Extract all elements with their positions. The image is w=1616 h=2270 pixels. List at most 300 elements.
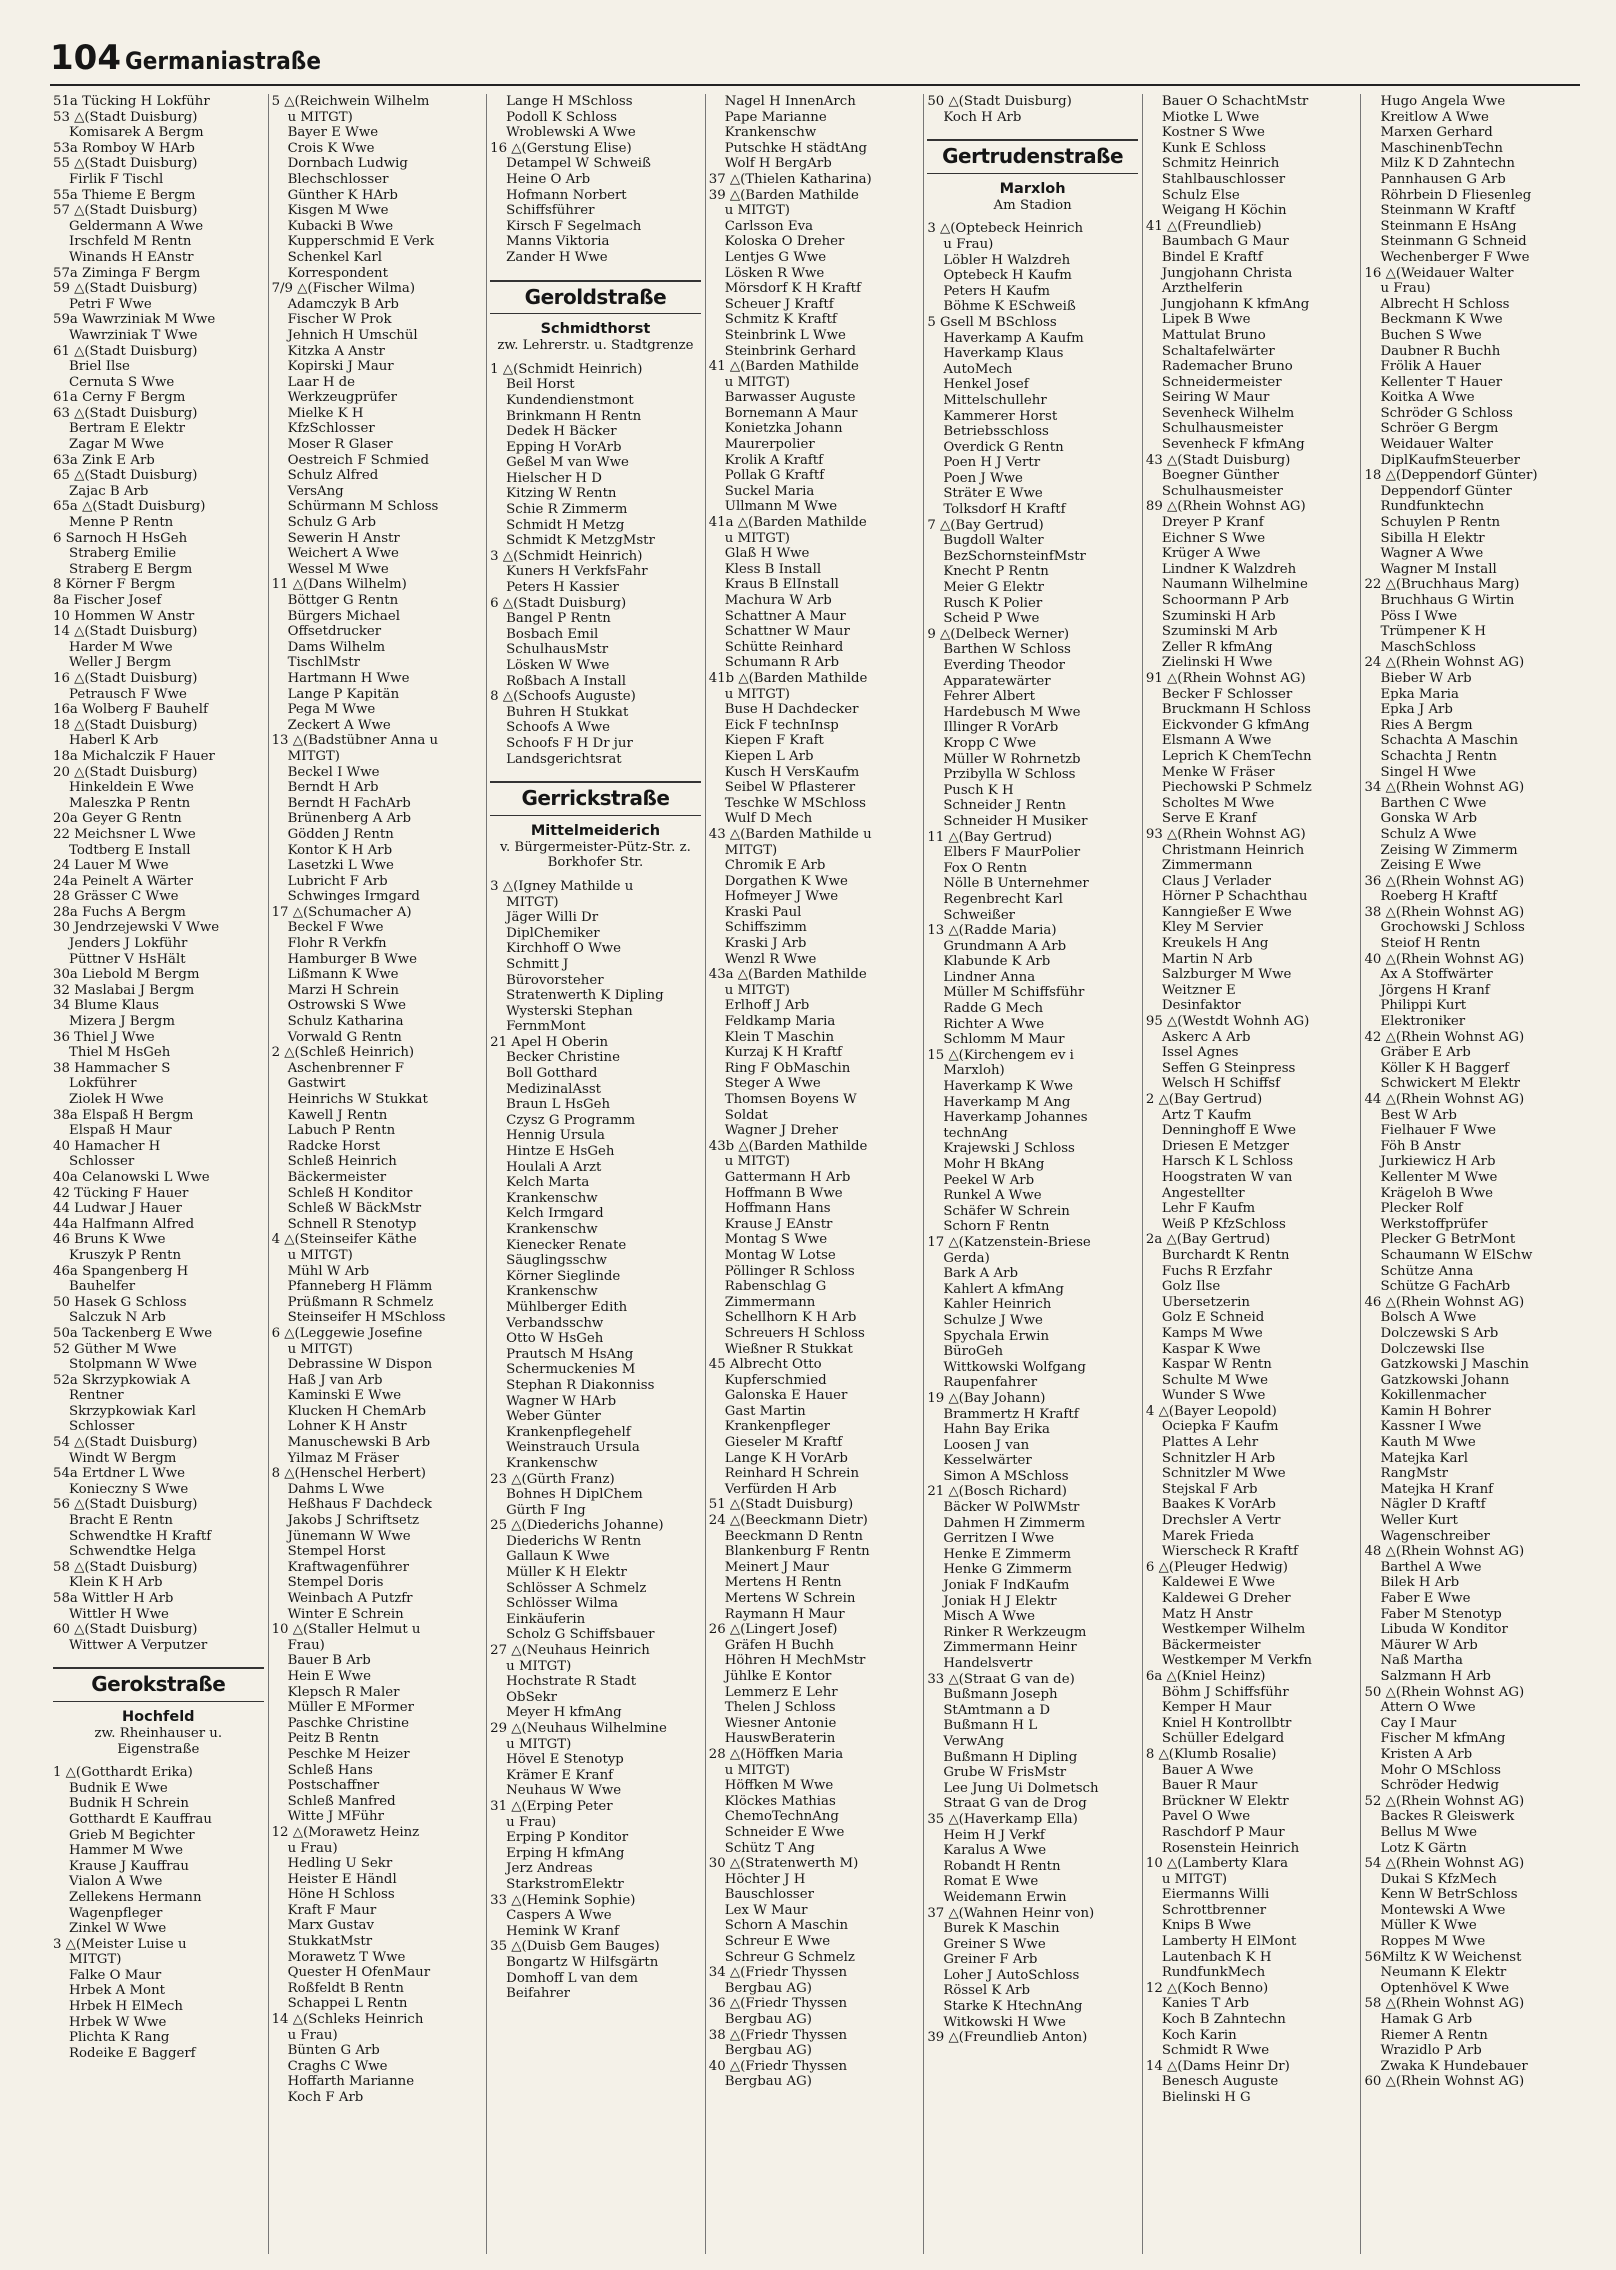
directory-entry: 29 △(Neuhaus Wilhelmine	[490, 1721, 667, 1736]
directory-entry: Golz Ilse	[1161, 1279, 1221, 1295]
directory-entry: 46a Spangenberg H	[53, 1263, 189, 1279]
directory-entry: BezSchornsteinfMstr	[943, 548, 1086, 564]
directory-entry: Schmidt R Wwe	[1161, 2043, 1270, 2059]
directory-entry: Wessel M Wwe	[287, 561, 389, 577]
directory-entry: Mizera J Bergm	[69, 1014, 175, 1030]
directory-entry: Kley M Servier	[1161, 920, 1263, 936]
directory-entry: Welsch H Schiffsf	[1161, 1076, 1281, 1092]
directory-entry: Straat G van de Drog	[943, 1796, 1087, 1812]
directory-column	[269, 94, 488, 2254]
directory-entry: Weitzner E	[1161, 982, 1236, 998]
directory-entry: Robandt H Rentn	[943, 1858, 1061, 1874]
directory-entry: Henke G Zimmerm	[943, 1562, 1072, 1578]
directory-entry: Schulhausmeister	[1161, 483, 1283, 499]
directory-entry: Verbandsschw	[506, 1315, 604, 1331]
directory-entry: Müller W Rohrnetzb	[943, 751, 1081, 767]
directory-entry: Kaldewei E Wwe	[1161, 1575, 1275, 1591]
directory-entry: u MITGT)	[287, 1247, 353, 1263]
directory-entry: 45 Albrecht Otto	[708, 1357, 822, 1373]
directory-entry: Faber E Wwe	[1380, 1591, 1471, 1606]
directory-entry: Budnik E Wwe	[69, 1780, 168, 1796]
directory-entry: u MITGT)	[724, 530, 790, 546]
directory-entry: 18 △(Stadt Duisburg)	[53, 717, 198, 733]
directory-entry: 3 △(Schmidt Heinrich)	[490, 548, 643, 564]
directory-entry: Müller K Wwe	[1380, 1918, 1477, 1934]
directory-entry: Mertens W Schrein	[724, 1591, 856, 1606]
directory-entry: Fehrer Albert	[943, 689, 1035, 705]
header-rule	[50, 84, 1580, 86]
directory-entry: 4 △(Steinseifer Käthe	[271, 1232, 417, 1248]
street-rule	[53, 1667, 264, 1669]
directory-entry: Kassner I Wwe	[1380, 1419, 1482, 1435]
directory-entry: 21 △(Bosch Richard)	[927, 1484, 1067, 1500]
directory-entry: 40a Celanowski L Wwe	[53, 1169, 210, 1185]
directory-entry: Wolf H BergArb	[724, 156, 832, 172]
directory-entry: 44 Ludwar J Hauer	[53, 1201, 182, 1217]
directory-entry: 14 △(Dams Heinr Dr)	[1145, 2058, 1290, 2074]
directory-entry: Kiepen F Kraft	[724, 733, 824, 749]
directory-entry: 24 Lauer M Wwe	[53, 858, 169, 874]
directory-entry: Vorwald G Rentn	[287, 1029, 402, 1045]
directory-entry: RundfunkMech	[1161, 1965, 1266, 1981]
directory-entry: Benesch Auguste	[1161, 2074, 1279, 2090]
directory-entry: 59 △(Stadt Duisburg)	[53, 281, 198, 297]
directory-entry: Lentjes G Wwe	[724, 249, 827, 265]
directory-entry: 60 △(Stadt Duisburg)	[53, 1622, 198, 1638]
directory-entry: Kostner S Wwe	[1161, 125, 1265, 141]
directory-entry: Jerz Andreas	[506, 1861, 593, 1877]
directory-entry: DiplKaufmSteuerber	[1380, 452, 1520, 468]
directory-entry: Rössel K Arb	[943, 1983, 1030, 1999]
directory-entry: Bauschlosser	[724, 1887, 814, 1903]
directory-entry: MaschinenbTechn	[1380, 140, 1503, 156]
directory-entry: Stempel Horst	[287, 1544, 386, 1560]
directory-entry: Stratenwerth K Dipling	[506, 988, 664, 1004]
directory-entry: 37 △(Thielen Katharina)	[708, 171, 872, 187]
directory-entry: Schulz Else	[1161, 187, 1240, 203]
directory-entry: 2a △(Bay Gertrud)	[1145, 1232, 1271, 1248]
directory-entry: 53 △(Stadt Duisburg)	[53, 109, 198, 125]
directory-entry: Klucken H ChemArb	[287, 1403, 427, 1419]
directory-entry: Kitzka A Anstr	[287, 343, 385, 359]
directory-entry: 23 △(Gürth Franz)	[490, 1471, 615, 1487]
directory-entry: Steinbrink L Wwe	[724, 327, 846, 343]
directory-entry: 50 △(Stadt Duisburg)	[927, 94, 1072, 109]
directory-entry: Dolczewski Ilse	[1380, 1341, 1485, 1357]
directory-entry: 40 △(Rhein Wohnst AG)	[1364, 951, 1525, 967]
directory-entry: 12 △(Morawetz Heinz	[271, 1824, 420, 1840]
directory-entry: Lehr F Kaufm	[1161, 1201, 1256, 1217]
directory-entry: Krägeloh B Wwe	[1380, 1185, 1494, 1201]
directory-entry: MITGT)	[506, 894, 559, 910]
directory-entry: Bünten G Arb	[287, 2043, 380, 2059]
directory-entry: 34 Blume Klaus	[53, 998, 159, 1014]
directory-entry: 24 △(Beeckmann Dietr)	[708, 1513, 868, 1529]
directory-entry: Bußmann H Dipling	[943, 1749, 1078, 1765]
directory-entry: Kahlert A kfmAng	[943, 1281, 1064, 1297]
directory-entry: technAng	[943, 1125, 1008, 1141]
directory-entry: Klepsch R Maler	[287, 1684, 400, 1700]
directory-entry: Pollak G Kraftf	[724, 468, 825, 484]
directory-entry: Naumann Wilhelmine	[1161, 577, 1308, 593]
directory-entry: 11 △(Bay Gertrud)	[927, 829, 1053, 845]
directory-entry: Schnitzler M Wwe	[1161, 1466, 1286, 1482]
directory-entry: Caspers A Wwe	[506, 1908, 612, 1924]
directory-entry: Elektroniker	[1380, 1014, 1466, 1030]
directory-entry: Wießner R Stukkat	[724, 1341, 853, 1357]
directory-entry: Höhren H MechMstr	[724, 1653, 866, 1669]
directory-entry: Handelsvertr	[943, 1656, 1033, 1671]
street-name: Geroldstraße	[524, 284, 667, 309]
directory-entry: Bertram E Elektr	[69, 421, 185, 437]
directory-entry: Schäfer W Schrein	[943, 1203, 1070, 1219]
directory-entry: Wagner J Dreher	[724, 1123, 838, 1139]
directory-entry: Kreitlow A Wwe	[1380, 109, 1489, 125]
directory-entry: Kahler Heinrich	[943, 1297, 1052, 1313]
street-heading	[927, 139, 1138, 174]
street-rule	[927, 139, 1138, 141]
directory-entry: Schwendtke H Kraftf	[69, 1528, 212, 1544]
directory-entry: 50 △(Rhein Wohnst AG)	[1364, 1684, 1525, 1700]
directory-entry: 6 Sarnoch H HsGeh	[53, 530, 188, 546]
directory-entry: Greiner S Wwe	[943, 1936, 1046, 1952]
directory-entry: Lange H MSchloss	[506, 94, 633, 109]
directory-entry: 58 △(Stadt Duisburg)	[53, 1559, 198, 1575]
directory-entry: 18a Michalczik F Hauer	[53, 748, 215, 764]
directory-entry: Radde G Mech	[943, 1001, 1044, 1017]
directory-entry: Kopirski J Maur	[287, 359, 394, 375]
directory-entry: Lösken R Wwe	[724, 265, 825, 281]
directory-entry: Beckel F Wwe	[287, 920, 384, 936]
directory-entry: Kraski J Arb	[724, 936, 807, 952]
directory-entry: 21 Apel H Oberin	[490, 1034, 609, 1050]
directory-entry: Kienecker Renate	[506, 1237, 627, 1253]
directory-entry: Übersetzerin	[1161, 1294, 1250, 1310]
directory-entry: Houlali A Arzt	[506, 1159, 602, 1175]
directory-entry: Loosen J van	[943, 1437, 1030, 1453]
directory-entry: Krolik A Kraftf	[724, 452, 824, 468]
directory-entry: Aschenbrenner F	[287, 1060, 404, 1076]
directory-entry: Lange P Kapitän	[287, 686, 400, 702]
directory-entry: 16 △(Weidauer Walter	[1364, 265, 1514, 281]
directory-entry: Gieseler M Kraftf	[724, 1435, 843, 1451]
directory-entry: Kusch H VersKaufm	[724, 764, 860, 780]
directory-entry: Backes R Gleiswerk	[1380, 1809, 1515, 1825]
directory-entry: Schlosser	[69, 1419, 135, 1435]
directory-entry: 38a Elspaß H Bergm	[53, 1107, 194, 1123]
directory-column	[487, 94, 706, 2254]
directory-entry: 36 Thiel J Wwe	[53, 1029, 155, 1045]
directory-entry: Seffen G Steinpress	[1161, 1060, 1296, 1076]
directory-entry: Miotke L Wwe	[1161, 109, 1260, 125]
directory-entry: Haß J van Arb	[287, 1372, 383, 1388]
directory-entry: Schulz Katharina	[287, 1014, 404, 1030]
directory-entry: 8 △(Klumb Rosalie)	[1145, 1746, 1277, 1762]
directory-entry: Schüller Edelgard	[1161, 1731, 1285, 1747]
directory-entry: Hochstrate R Stadt	[506, 1674, 637, 1690]
directory-entry: 61a Cerny F Bergm	[53, 390, 186, 406]
directory-entry: Hrbek A Mont	[69, 1983, 165, 1999]
directory-entry: Komisarek A Bergm	[69, 125, 204, 141]
directory-entry: 2 △(Bay Gertrud)	[1145, 1092, 1263, 1107]
directory-entry: Günther K HArb	[287, 187, 398, 203]
directory-entry: Hofmann Norbert	[506, 187, 627, 203]
directory-entry: Overdick G Rentn	[943, 439, 1064, 455]
directory-entry: Schulz Alfred	[287, 468, 379, 484]
directory-entry: Kawell J Rentn	[287, 1107, 388, 1123]
directory-entry: Landsgerichtsrat	[506, 751, 622, 767]
directory-entry: Peters H Kassier	[506, 580, 619, 596]
directory-entry: 95 △(Westdt Wohnh AG)	[1145, 1014, 1310, 1030]
directory-entry: 65a △(Stadt Duisburg)	[53, 499, 206, 515]
directory-entry: Hugo Angela Wwe	[1380, 94, 1506, 109]
directory-entry: Rundfunktechn	[1380, 499, 1485, 515]
directory-entry: Burchardt K Rentn	[1161, 1247, 1290, 1263]
directory-entry: Hinkeldein E Wwe	[69, 780, 194, 796]
directory-entry: StAmtmann a D	[943, 1702, 1051, 1718]
directory-entry: Klöckes Mathias	[724, 1793, 836, 1809]
directory-entry: 89 △(Rhein Wohnst AG)	[1145, 499, 1306, 515]
directory-entry: Gatzkowski Johann	[1380, 1372, 1510, 1388]
directory-entry: Schmitt J	[506, 956, 569, 972]
directory-entry: 60 △(Rhein Wohnst AG)	[1364, 2074, 1525, 2090]
directory-entry: Morawetz T Wwe	[287, 1949, 406, 1965]
directory-entry: 25 △(Diederichs Johanne)	[490, 1518, 664, 1534]
street-extent: Am Stadion	[993, 197, 1072, 213]
directory-entry: Piechowski P Schmelz	[1161, 780, 1312, 796]
directory-entry: Beeckmann D Rentn	[724, 1528, 863, 1544]
directory-entry: Schellhorn K H Arb	[724, 1310, 857, 1326]
directory-entry: 43a △(Barden Mathilde	[708, 967, 867, 983]
directory-entry: Blechschlosser	[287, 171, 389, 187]
directory-entry: 6 △(Pleuger Hedwig)	[1145, 1559, 1288, 1575]
directory-entry: Wroblewski A Wwe	[506, 125, 636, 141]
directory-entry: SchulhausMstr	[506, 642, 609, 658]
street-name: Gerokstraße	[91, 1672, 226, 1697]
directory-entry: Schnell R Stenotyp	[287, 1216, 417, 1232]
directory-entry: Tolksdorf H Kraftf	[943, 502, 1066, 518]
directory-entry: Kaspar K Wwe	[1161, 1341, 1261, 1357]
directory-entry: Epka J Arb	[1380, 702, 1453, 718]
directory-entry: Salzburger M Wwe	[1161, 967, 1292, 983]
directory-entry: Hein E Wwe	[287, 1668, 371, 1684]
directory-entry: Zajac B Arb	[69, 483, 149, 499]
directory-entry: 43 △(Barden Mathilde u	[708, 826, 872, 842]
directory-entry: Erping P Konditor	[506, 1830, 629, 1846]
directory-entry: 22 △(Bruchhaus Marg)	[1364, 577, 1520, 593]
directory-entry: Buse H Dachdecker	[724, 702, 859, 718]
street-rule	[53, 1701, 264, 1702]
directory-entry: Kless B Install	[724, 561, 822, 577]
directory-entry: Krause J EAnstr	[724, 1216, 833, 1232]
directory-entry: 14 △(Stadt Duisburg)	[53, 624, 198, 640]
directory-entry: Roßfeldt B Rentn	[287, 1980, 404, 1996]
directory-entry: Gürth F Ing	[506, 1502, 586, 1518]
directory-entry: Schweißer	[943, 907, 1016, 923]
directory-entry: Driesen E Metzger	[1161, 1138, 1290, 1154]
directory-entry: 34 △(Rhein Wohnst AG)	[1364, 780, 1525, 796]
directory-entry: u Frau)	[506, 1814, 557, 1830]
directory-entry: Kundendienstmont	[506, 392, 634, 408]
directory-entry: Schlosser	[69, 1154, 135, 1170]
directory-entry: Schachta J Rentn	[1380, 748, 1497, 764]
directory-entry: Ax A Stoffwärter	[1380, 967, 1493, 983]
directory-entry: Konietzka Johann	[724, 421, 843, 437]
directory-entry: Lotz K Gärtn	[1380, 1840, 1467, 1856]
directory-entry: Wenzl R Wwe	[724, 951, 817, 967]
directory-entry: 63a Zink E Arb	[53, 452, 155, 468]
directory-entry: Schlösser Wilma	[506, 1596, 619, 1612]
directory-entry: Glaß H Wwe	[724, 546, 810, 562]
directory-entry: Schleß W BäckMstr	[287, 1201, 422, 1217]
directory-entry: Gödden J Rentn	[287, 826, 394, 842]
directory-entry: Elsmann A Wwe	[1161, 733, 1272, 749]
directory-entry: Stahlbauschlosser	[1161, 171, 1286, 187]
directory-entry: Diederichs W Rentn	[506, 1533, 642, 1549]
directory-entry: Albrecht H Schloss	[1380, 296, 1510, 312]
directory-entry: 6 △(Stadt Duisburg)	[490, 595, 627, 611]
directory-entry: Kubacki B Wwe	[287, 218, 394, 234]
directory-entry: Zeising E Wwe	[1380, 858, 1482, 874]
directory-entry: Jungjohann K kfmAng	[1161, 296, 1310, 312]
directory-entry: TischlMstr	[287, 655, 360, 671]
directory-entry: Schachta A Maschin	[1380, 733, 1519, 749]
directory-entry: Haberl K Arb	[69, 733, 159, 749]
directory-entry: Deppendorf Günter	[1380, 483, 1512, 499]
directory-entry: Lee Jung Ui Dolmetsch	[943, 1780, 1099, 1796]
directory-entry: Krankenpfleger	[724, 1419, 830, 1435]
directory-entry: Jünemann W Wwe	[287, 1528, 411, 1544]
directory-entry: Hamak G Arb	[1380, 2012, 1473, 2028]
directory-entry: Krankenpflegehelf	[506, 1424, 631, 1440]
directory-entry: Schneidermeister	[1161, 374, 1282, 390]
directory-entry: Roeberg H Kraftf	[1380, 889, 1498, 905]
directory-entry: u MITGT)	[724, 982, 790, 998]
directory-entry: Zwaka K Hundebauer	[1380, 2058, 1528, 2074]
directory-entry: Krankenschw	[724, 125, 817, 141]
directory-entry: Optenhövel K Wwe	[1380, 1980, 1510, 1996]
directory-entry: 2 △(Schleß Heinrich)	[271, 1045, 415, 1061]
directory-entry: Krankenschw	[506, 1222, 598, 1237]
directory-entry: Starke K HtechnAng	[943, 1999, 1083, 2015]
directory-entry: 44a Halfmann Alfred	[53, 1216, 195, 1232]
directory-entry: Menne P Rentn	[69, 515, 174, 531]
directory-entry: Schulz A Wwe	[1380, 826, 1477, 842]
directory-entry: Schröder Hedwig	[1380, 1778, 1500, 1794]
directory-entry: Ries A Bergm	[1380, 717, 1473, 733]
directory-entry: Raupenfahrer	[943, 1375, 1038, 1391]
directory-entry: Simon A MSchloss	[943, 1468, 1069, 1484]
directory-entry: Faber M Stenotyp	[1380, 1606, 1502, 1622]
directory-entry: Lokführer	[69, 1076, 137, 1092]
directory-entry: VersAng	[287, 483, 344, 499]
directory-entry: 39 △(Freundlieb Anton)	[927, 2030, 1088, 2046]
directory-entry: Gatzkowski J Maschin	[1380, 1357, 1529, 1373]
directory-entry: Montag S Wwe	[724, 1232, 828, 1248]
directory-entry: Salzmann H Arb	[1380, 1668, 1491, 1684]
directory-entry: Jörgens H Kranf	[1380, 982, 1490, 998]
directory-entry: Hielscher H D	[506, 470, 602, 486]
directory-entry: u MITGT)	[724, 374, 790, 390]
directory-entry: Bergbau AG)	[724, 2012, 812, 2028]
directory-entry: Püttner V HsHält	[69, 951, 186, 967]
directory-entry: Plichta K Rang	[69, 2030, 170, 2046]
directory-entry: Weinstrauch Ursula	[506, 1440, 640, 1456]
directory-entry: Frau)	[287, 1637, 325, 1653]
directory-entry: Salczuk N Arb	[69, 1310, 166, 1326]
directory-entry: Yilmaz M Fräser	[287, 1450, 399, 1466]
directory-entry: Manns Viktoria	[506, 234, 610, 250]
directory-entry: Beckmann K Wwe	[1380, 312, 1503, 328]
directory-entry: Schulhausmeister	[1161, 421, 1283, 437]
directory-entry: Drechsler A Vertr	[1161, 1513, 1281, 1529]
directory-entry: 20 △(Stadt Duisburg)	[53, 764, 198, 780]
directory-entry: Werkzeugprüfer	[287, 390, 397, 406]
directory-entry: Schlomm M Maur	[943, 1032, 1065, 1048]
directory-entry: Otto W HsGeh	[506, 1331, 604, 1347]
directory-entry: Winands H EAnstr	[69, 249, 194, 265]
directory-entry: Mäurer W Arb	[1380, 1637, 1478, 1653]
directory-entry: Höchter J H	[724, 1871, 806, 1887]
directory-entry: Poen J Wwe	[943, 470, 1023, 486]
directory-entry: Wulf D Mech	[724, 811, 813, 827]
directory-entry: Suckel Maria	[724, 483, 815, 499]
directory-entry: Bauer R Maur	[1161, 1778, 1258, 1794]
directory-entry: Schleß H Konditor	[287, 1185, 413, 1201]
directory-entry: Wiesner Antonie	[724, 1715, 837, 1731]
directory-entry: Prüßmann R Schmelz	[287, 1294, 434, 1310]
directory-entry: Bracht E Rentn	[69, 1513, 173, 1529]
directory-entry: Beifahrer	[506, 1986, 571, 2002]
directory-entry: 4 △(Bayer Leopold)	[1145, 1403, 1277, 1419]
directory-entry: Wysterski Stephan	[506, 1003, 633, 1019]
directory-entry: Montewski A Wwe	[1380, 1902, 1506, 1918]
directory-entry: Heister E Händl	[287, 1871, 397, 1887]
directory-entry: 19 △(Bay Johann)	[927, 1390, 1046, 1406]
directory-entry: Czysz G Programm	[506, 1112, 636, 1128]
street-rule	[490, 280, 701, 282]
directory-entry: Runkel A Wwe	[943, 1188, 1042, 1204]
directory-entry: 53a Romboy W HArb	[53, 140, 195, 156]
directory-entry: Weichert A Wwe	[287, 546, 399, 562]
directory-entry: Steinseifer H MSchloss	[287, 1310, 446, 1326]
directory-entry: Bohnes H DiplChem	[506, 1487, 643, 1503]
directory-entry: Klein K H Arb	[69, 1575, 163, 1591]
directory-entry: 28 Grässer C Wwe	[53, 889, 179, 905]
directory-entry: Koch F Arb	[287, 2090, 364, 2105]
directory-entry: Sevenheck Wilhelm	[1161, 405, 1295, 421]
district-name: Marxloh	[999, 180, 1066, 197]
directory-entry: 54 △(Rhein Wohnst AG)	[1364, 1856, 1525, 1872]
directory-entry: Joniak H J Elektr	[943, 1593, 1057, 1609]
directory-entry: Schreuers H Schloss	[724, 1325, 865, 1341]
directory-entry: Bauer O SchachtMstr	[1161, 94, 1309, 109]
directory-entry: Matejka H Kranf	[1380, 1481, 1494, 1497]
directory-entry: Craghs C Wwe	[287, 2058, 388, 2074]
directory-entry: Witkowski H Wwe	[943, 2014, 1066, 2030]
directory-entry: Cernuta S Wwe	[69, 374, 175, 390]
directory-entry: 17 △(Schumacher A)	[271, 904, 412, 920]
directory-entry: 16 △(Stadt Duisburg)	[53, 670, 198, 686]
directory-entry: Hövel E Stenotyp	[506, 1752, 624, 1768]
directory-entry: Kropp C Wwe	[943, 735, 1037, 751]
directory-entry: Apparatewärter	[943, 673, 1051, 689]
directory-entry: Labuch P Rentn	[287, 1123, 396, 1139]
directory-entry: 7/9 △(Fischer Wilma)	[271, 281, 416, 297]
directory-entry: Plattes A Lehr	[1161, 1435, 1259, 1451]
directory-entry: Jakobs J Schriftsetz	[287, 1513, 420, 1529]
directory-entry: Beckel I Wwe	[287, 764, 380, 780]
